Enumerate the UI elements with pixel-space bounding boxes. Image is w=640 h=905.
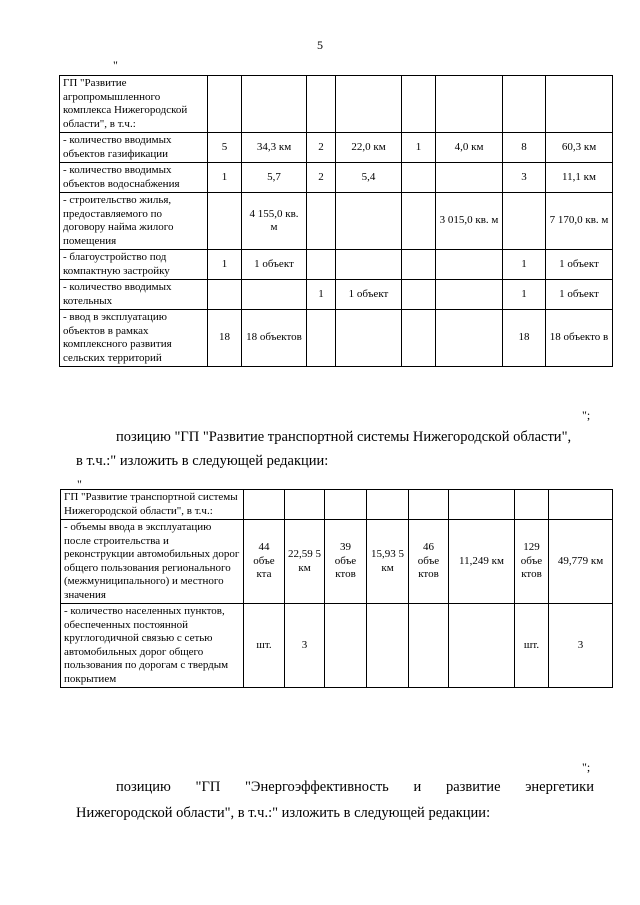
table-cell: 44 объе кта (244, 520, 285, 604)
table-cell: 1 объект (546, 280, 613, 310)
table-cell: 1 (208, 250, 242, 280)
table-cell (402, 163, 436, 193)
row-label: - ввод в эксплуатацию объектов в рамках комплексного развития сельских территорий (60, 310, 208, 367)
table-cell (546, 76, 613, 133)
table-cell: 1 (503, 280, 546, 310)
table-cell: 49,779 км (549, 520, 613, 604)
table-cell (449, 490, 515, 520)
table-cell: 8 (503, 133, 546, 163)
table-cell: 1 объект (336, 280, 402, 310)
table-cell (285, 490, 325, 520)
table-cell: 15,93 5 км (367, 520, 409, 604)
table-cell (242, 280, 307, 310)
table-cell: 11,1 км (546, 163, 613, 193)
row-label: - благоустройство под компактную застройку (60, 250, 208, 280)
table-cell (515, 490, 549, 520)
table-cell (436, 280, 503, 310)
table-cell (436, 310, 503, 367)
table-cell (367, 490, 409, 520)
table-cell (307, 193, 336, 250)
table-cell: 18 объектов (242, 310, 307, 367)
table-cell: 3 (503, 163, 546, 193)
page-number: 5 (317, 38, 323, 52)
paragraph-transport-line1: позицию "ГП "Развитие транспортной системы Нижегородской области", (116, 429, 572, 445)
table-row (60, 133, 613, 163)
table-cell (549, 490, 613, 520)
table-row (61, 490, 613, 520)
table-cell: 34,3 км (242, 133, 307, 163)
table-cell (409, 490, 449, 520)
table-cell: 2 (307, 133, 336, 163)
table-cell: 1 (503, 250, 546, 280)
row-label: - количество вводимых объектов газификации (60, 133, 208, 163)
table-row (61, 604, 613, 688)
closing-quote-1: "; (582, 408, 591, 422)
table-row (60, 280, 613, 310)
row-label: ГП "Развитие транспортной системы Нижегородской области", в т.ч.: (61, 490, 244, 520)
table-cell (503, 76, 546, 133)
paragraph-energy-line1 (116, 777, 594, 797)
table-cell: 46 объе ктов (409, 520, 449, 604)
table-row (61, 520, 613, 604)
table-cell (336, 76, 402, 133)
table-cell (402, 310, 436, 367)
table-cell: 1 (307, 280, 336, 310)
word: энергетики (525, 779, 594, 795)
table-cell: 18 (503, 310, 546, 367)
row-label: - количество вводимых объектов водоснабжения (60, 163, 208, 193)
table-cell (449, 604, 515, 688)
table-cell (402, 280, 436, 310)
table-cell: 18 объекто в (546, 310, 613, 367)
table-row (60, 163, 613, 193)
table-cell (402, 250, 436, 280)
table-cell (402, 193, 436, 250)
table-cell: шт. (244, 604, 285, 688)
table-cell: 22,0 км (336, 133, 402, 163)
word: и (413, 779, 422, 795)
word: позицию (116, 779, 171, 795)
table-cell: 3 015,0 кв. м (436, 193, 503, 250)
table-cell: 3 (285, 604, 325, 688)
table-cell (208, 193, 242, 250)
table-cell: 18 (208, 310, 242, 367)
row-label: - количество вводимых котельных (60, 280, 208, 310)
table-cell (336, 310, 402, 367)
table-row (60, 250, 613, 280)
table-cell (409, 604, 449, 688)
row-label: ГП "Развитие агропромышленного комплекса Нижегородской области", в т.ч.: (60, 76, 208, 133)
table-agro (59, 75, 613, 367)
paragraph-energy-line2: Нижегородской области", в т.ч.:" изложить в следующей редакции: (76, 805, 491, 821)
table-cell (307, 250, 336, 280)
word: развитие (445, 779, 501, 795)
table-cell (307, 76, 336, 133)
table-cell (436, 250, 503, 280)
table-cell: 11,249 км (449, 520, 515, 604)
table-cell (436, 76, 503, 133)
table-transport (60, 489, 613, 688)
word: "Энергоэффективность (245, 779, 389, 795)
table-cell (367, 604, 409, 688)
table-cell: 7 170,0 кв. м (546, 193, 613, 250)
table-cell: 129 объе ктов (515, 520, 549, 604)
table-cell: 1 (208, 163, 242, 193)
table-cell (402, 76, 436, 133)
table-cell (242, 76, 307, 133)
opening-quote-1: " (113, 58, 118, 72)
row-label: - количество населенных пунктов, обеспеченных постоянной круглогодичной связью с сетью автомобильных дорог общего пользования по дорогам с твердым покрытием (61, 604, 244, 688)
table-cell (244, 490, 285, 520)
table-cell (436, 163, 503, 193)
table-cell: 5,4 (336, 163, 402, 193)
row-label: - строительство жилья, предоставляемого по договору найма жилого помещения (60, 193, 208, 250)
table-cell: 5,7 (242, 163, 307, 193)
word: "ГП (195, 779, 221, 795)
table-cell: 1 объект (242, 250, 307, 280)
table-cell (208, 76, 242, 133)
table-cell (325, 604, 367, 688)
table-cell: 5 (208, 133, 242, 163)
closing-quote-2: "; (582, 760, 591, 774)
table-cell: 4,0 км (436, 133, 503, 163)
paragraph-transport-line2: в т.ч.:" изложить в следующей редакции: (76, 453, 329, 469)
table-cell: 60,3 км (546, 133, 613, 163)
table-cell (325, 490, 367, 520)
table-cell (208, 280, 242, 310)
table-cell (307, 310, 336, 367)
table-row (60, 310, 613, 367)
table-cell: 22,59 5 км (285, 520, 325, 604)
table-cell (336, 250, 402, 280)
table-cell: 4 155,0 кв. м (242, 193, 307, 250)
opening-quote-2: " (77, 477, 82, 491)
table-cell: шт. (515, 604, 549, 688)
table-cell (503, 193, 546, 250)
table-row (60, 76, 613, 133)
table-cell (336, 193, 402, 250)
table-cell: 3 (549, 604, 613, 688)
table-cell: 2 (307, 163, 336, 193)
table-cell: 39 объе ктов (325, 520, 367, 604)
row-label: - объемы ввода в эксплуатацию после строительства и реконструкции автомобильных дорог общего пользования регионального (межмуниципального) и местного значения (61, 520, 244, 604)
table-cell: 1 (402, 133, 436, 163)
table-row (60, 193, 613, 250)
table-cell: 1 объект (546, 250, 613, 280)
